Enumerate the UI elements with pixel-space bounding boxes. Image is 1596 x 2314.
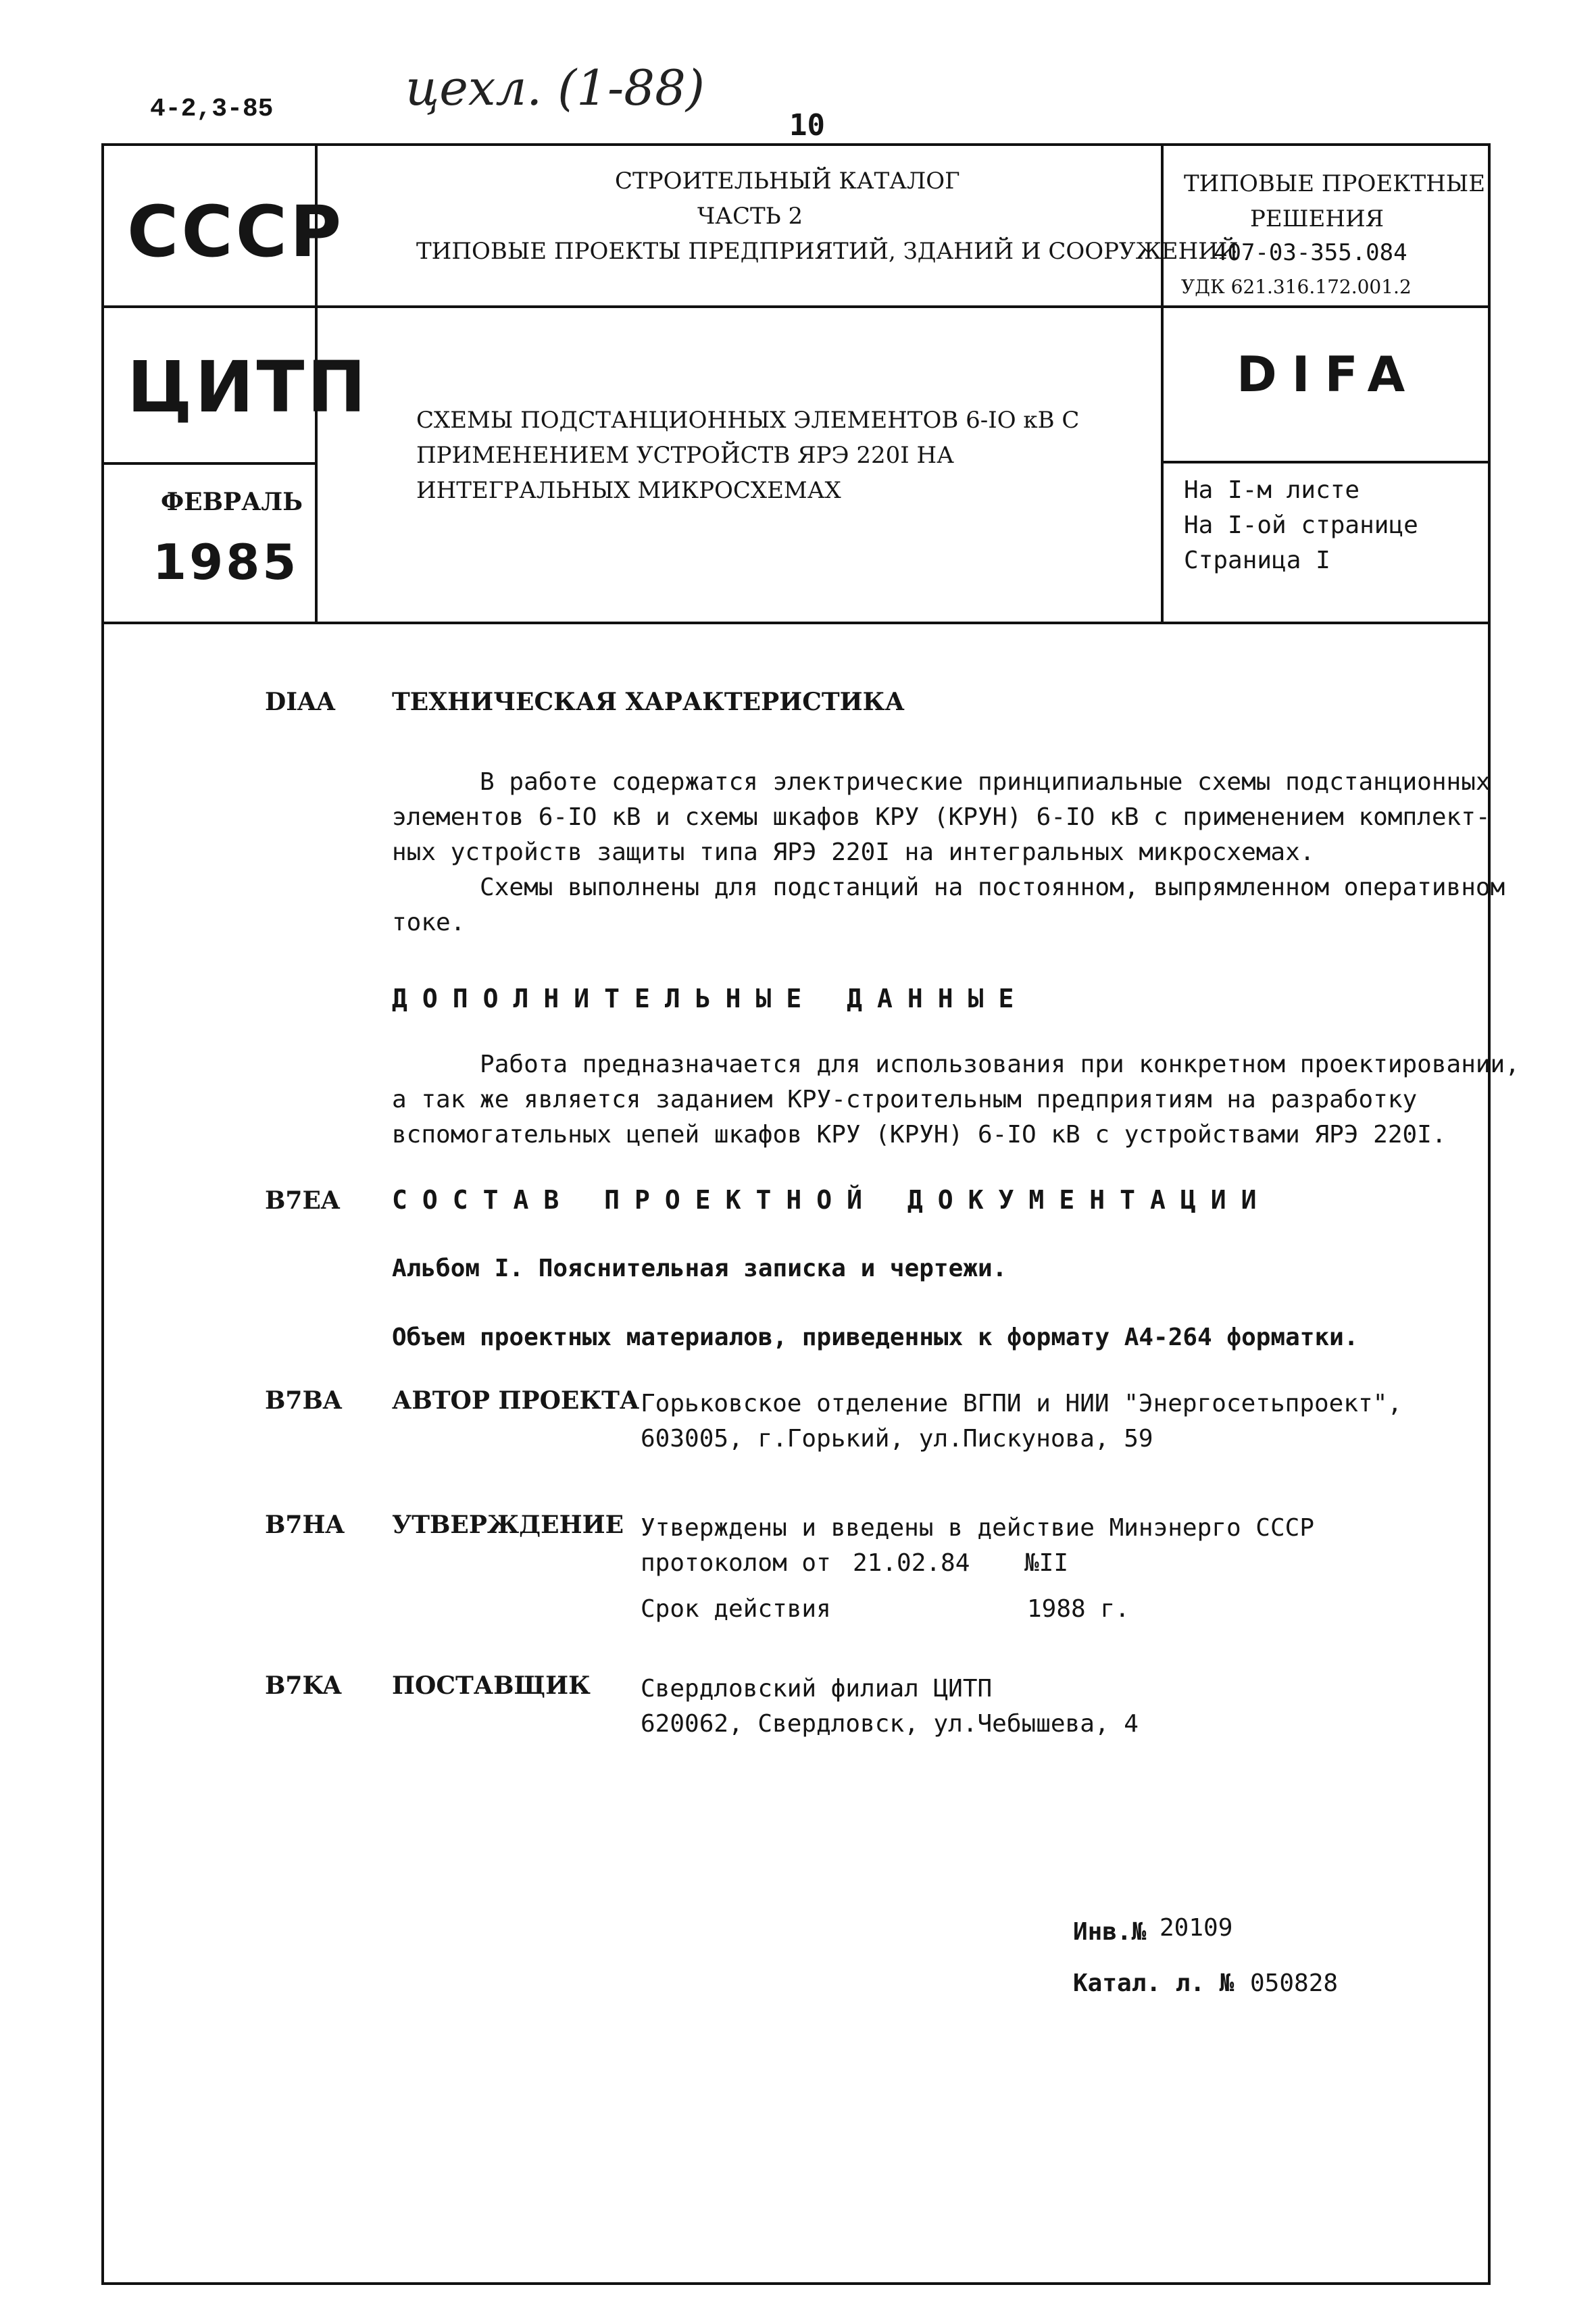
catalog-sheet-label: Катал. л. № xyxy=(1073,1969,1235,1997)
title-line-1: СХЕМЫ ПОДСТАНЦИОННЫХ ЭЛЕМЕНТОВ 6-IO кВ С xyxy=(416,407,1080,434)
composition-heading: СОСТАВ ПРОЕКТНОЙ ДОКУМЕНТАЦИИ xyxy=(392,1185,1272,1215)
org-citp: ЦИТП xyxy=(127,346,369,428)
author-value xyxy=(641,1386,1402,1457)
extra-line: а так же является заданием КРУ-строительным предприятиям на разработку xyxy=(392,1086,1418,1113)
approval-line-1: Утверждены и введены в действие Минэнерго СССР xyxy=(641,1514,1314,1542)
tech-paragraph-1 xyxy=(392,765,1505,940)
extra-line: вспомогательных цепей шкафов КРУ (КРУН) 6-IO кВ с устройствами ЯРЭ 220I. xyxy=(392,1121,1447,1149)
catalog-line-2: ЧАСТЬ 2 xyxy=(697,203,803,230)
composition-line-2: Объем проектных материалов, приведенных к формату А4-264 форматки. xyxy=(392,1324,1359,1351)
org-ussr: СССР xyxy=(127,191,345,273)
supplier-line: 620062, Свердловск, ул.Чебышева, 4 xyxy=(641,1710,1139,1738)
section-code-author: B7BA xyxy=(265,1386,342,1415)
composition-line-1: Альбом I. Пояснительная записка и чертежи. xyxy=(392,1255,1007,1282)
right-row-rule xyxy=(1161,461,1488,463)
tech-p1-line: ных устройств защиты типа ЯРЭ 220I на интегральных микросхемах. xyxy=(392,838,1315,866)
extra-line: Работа предназначается для использования при конкретном проектировании, xyxy=(392,1051,1520,1078)
extra-paragraph xyxy=(392,1047,1520,1153)
catalog-line-3: ТИПОВЫЕ ПРОЕКТЫ ПРЕДПРИЯТИЙ, ЗДАНИЙ И СООРУЖЕНИЙ xyxy=(416,238,1239,265)
inventory-number: 20109 xyxy=(1159,1914,1233,1942)
supplier-line: Свердловский филиал ЦИТП xyxy=(641,1675,993,1703)
catalog-sheet-number: 050828 xyxy=(1250,1969,1339,1997)
tech-p1-line: элементов 6-IO кВ и схемы шкафов КРУ (КРУН) 6-IO кВ с применением комплект- xyxy=(392,803,1491,831)
approval-protocol-number: №II xyxy=(1024,1549,1069,1577)
validity-value: 1988 г. xyxy=(1027,1595,1130,1623)
catalog-line-1: СТРОИТЕЛЬНЫЙ КАТАЛОГ xyxy=(615,168,960,195)
extra-heading: ДОПОЛНИТЕЛЬНЫЕ ДАННЫЕ xyxy=(392,984,1029,1013)
solutions-number: 407-03-355.084 xyxy=(1214,239,1407,266)
handwritten-note: цехл. (1-88) xyxy=(405,59,705,116)
right-column-divider xyxy=(1161,143,1164,623)
sheet-line-3: Страница I xyxy=(1184,547,1330,574)
supplier-label: ПОСТАВЩИК xyxy=(392,1671,591,1700)
solutions-line-1: ТИПОВЫЕ ПРОЕКТНЫЕ xyxy=(1184,170,1486,197)
title-line-2: ПРИМЕНЕНИЕМ УСТРОЙСТВ ЯРЭ 220I НА xyxy=(416,442,954,469)
header-bottom-rule xyxy=(101,622,1488,624)
catalog-code: DIFA xyxy=(1237,346,1420,403)
author-line: Горьковское отделение ВГПИ и НИИ "Энергосетьпроект", xyxy=(641,1390,1403,1417)
tech-p2-line: токе. xyxy=(392,909,466,936)
udk: УДК 621.316.172.001.2 xyxy=(1181,276,1412,298)
supplier-value xyxy=(641,1671,1139,1742)
author-line: 603005, г.Горький, ул.Пискунова, 59 xyxy=(641,1425,1153,1453)
sheet-line-2: На I-ой странице xyxy=(1184,511,1418,539)
solutions-line-2: РЕШЕНИЯ xyxy=(1250,205,1385,232)
approval-label: УТВЕРЖДЕНИЕ xyxy=(392,1511,624,1539)
month: ФЕВРАЛЬ xyxy=(161,488,303,516)
section-code-approval: B7HA xyxy=(265,1511,345,1539)
approval-date: 21.02.84 xyxy=(853,1549,970,1577)
section-code-supplier: B7KA xyxy=(265,1671,342,1700)
validity-label: Срок действия xyxy=(641,1595,831,1623)
left-row-rule xyxy=(101,462,316,465)
tech-p2-line: Схемы выполнены для подстанций на постоянном, выпрямленном оперативном xyxy=(392,874,1505,901)
section-code-composition: B7EA xyxy=(265,1186,340,1215)
author-label: АВТОР ПРОЕКТА xyxy=(392,1386,640,1415)
approval-line-2-prefix: протоколом от xyxy=(641,1549,831,1577)
tech-heading: ТЕХНИЧЕСКАЯ ХАРАКТЕРИСТИКА xyxy=(392,688,905,716)
sheet-line-1: На I-м листе xyxy=(1184,476,1360,504)
tech-p1-line: В работе содержатся электрические принципиальные схемы подстанционных xyxy=(392,768,1491,796)
inventory-label: Инв.№ xyxy=(1073,1918,1147,1946)
doc-ref: 4-2,3-85 xyxy=(150,95,274,124)
section-code-tech: DIAA xyxy=(265,688,335,716)
year: 1985 xyxy=(153,534,299,590)
page-number: 10 xyxy=(789,108,825,143)
header-row-rule xyxy=(101,305,1488,308)
title-line-3: ИНТЕГРАЛЬНЫХ МИКРОСХЕМАХ xyxy=(416,477,841,504)
